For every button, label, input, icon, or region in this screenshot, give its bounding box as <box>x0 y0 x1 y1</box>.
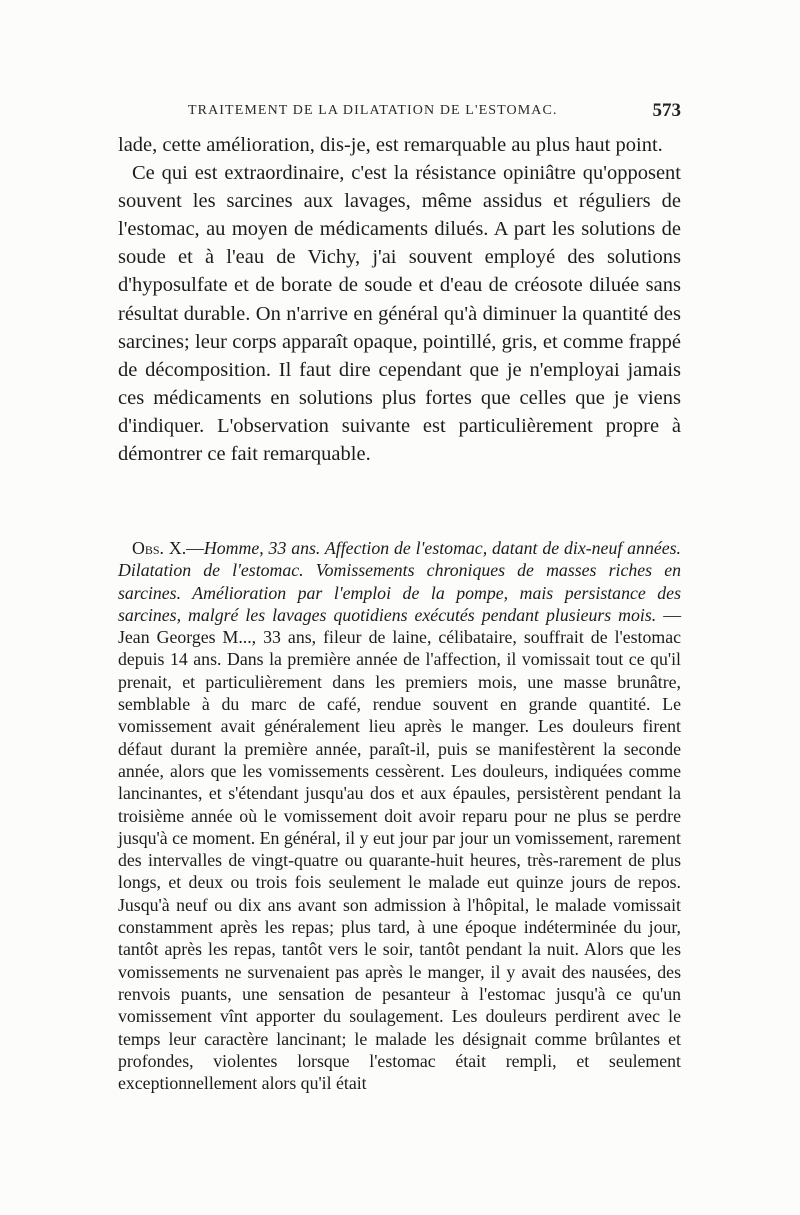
main-text <box>118 131 681 468</box>
observation-text: — Jean Georges M..., 33 ans, fileur de laine, célibataire, souffrait de l'estomac depuis 14 ans. Dans la première année de l'affection, il vomissait tout ce qu'il prenait, et particulièrement dans les premiers mois, une masse brunâtre, semblable à du marc de café, rendue souvent en grande quantité. Le vomissement avait généralement lieu après le manger. Les douleurs firent défaut durant la première année, paraît-il, puis se manifestèrent la seconde année, alors que les vomissements cessèrent. Les douleurs, indiquées comme lancinantes, et s'étendant jusqu'au dos et aux épaules, persistèrent pendant la troisième année où le vomissement doit avoir reparu pour ne plus se perdre jusqu'à ce moment. En général, il y eut jour par jour un vomissement, rarement des intervalles de vingt-quatre ou quarante-huit heures, très-rarement de plus longs, et deux ou trois fois seulement le malade eut quinze jours de repos. Jusqu'à neuf ou dix ans avant son admission à l'hôpital, le malade vomissait constamment après les repas; plus tard, à une époque indéterminée du jour, tantôt après les repas, tantôt vers le soir, tantôt pendant la nuit. Alors que les vomissements ne survenaient pas après le manger, il y avait des nausées, des renvois puants, une sensation de pesanteur à l'estomac jusqu'à ce qu'un vomissement vînt apporter du soulagement. Les douleurs perdirent avec le temps leur caractère lancinant; le malade les désignait comme brûlantes et profondes, violentes lorsque l'estomac était rempli, et seulement exceptionnellement alors qu'il était <box>118 604 681 1094</box>
observation-paragraph <box>118 537 681 1094</box>
observation-label: Obs. X. <box>132 538 187 558</box>
page-number: 573 <box>652 100 681 121</box>
observation-dash: — <box>186 538 204 558</box>
paragraph: Ce qui est extraordinaire, c'est la résistance opiniâtre qu'opposent souvent les sarcines aux lavages, même assidus et réguliers de l'estomac, au moyen de médicaments dilués. A part les solutions de soude et à l'eau de Vichy, j'ai souvent employé des solutions d'hyposulfate et de borate de soude et d'eau de créosote diluée sans résultat durable. On n'arrive en général qu'à diminuer la quantité des sarcines; leur corps apparaît opaque, pointillé, gris, et comme frappé de décomposition. Il faut dire cependant que je n'employai jamais ces médicaments en solutions plus fortes que celles que je viens d'indiquer. L'observation suivante est particulièrement propre à démontrer ce fait remarquable. <box>118 162 681 466</box>
observation-title: Homme, 33 ans. Affection de l'estomac, datant de dix-neuf années. Dilatation de l'estomac. Vomissements chroniques de masses riches en sarcines. Amélioration par l'emploi de la pompe, mais persistance des sarcines, malgré les lavages quotidiens exécutés pendant plusieurs mois. <box>118 538 681 625</box>
running-head <box>118 100 681 124</box>
observation-block <box>118 537 681 1094</box>
running-title: TRAITEMENT DE LA DILATATION DE L'ESTOMAC. <box>188 103 558 118</box>
paragraph: lade, cette amélioration, dis-je, est remarquable au plus haut point. <box>118 134 663 156</box>
